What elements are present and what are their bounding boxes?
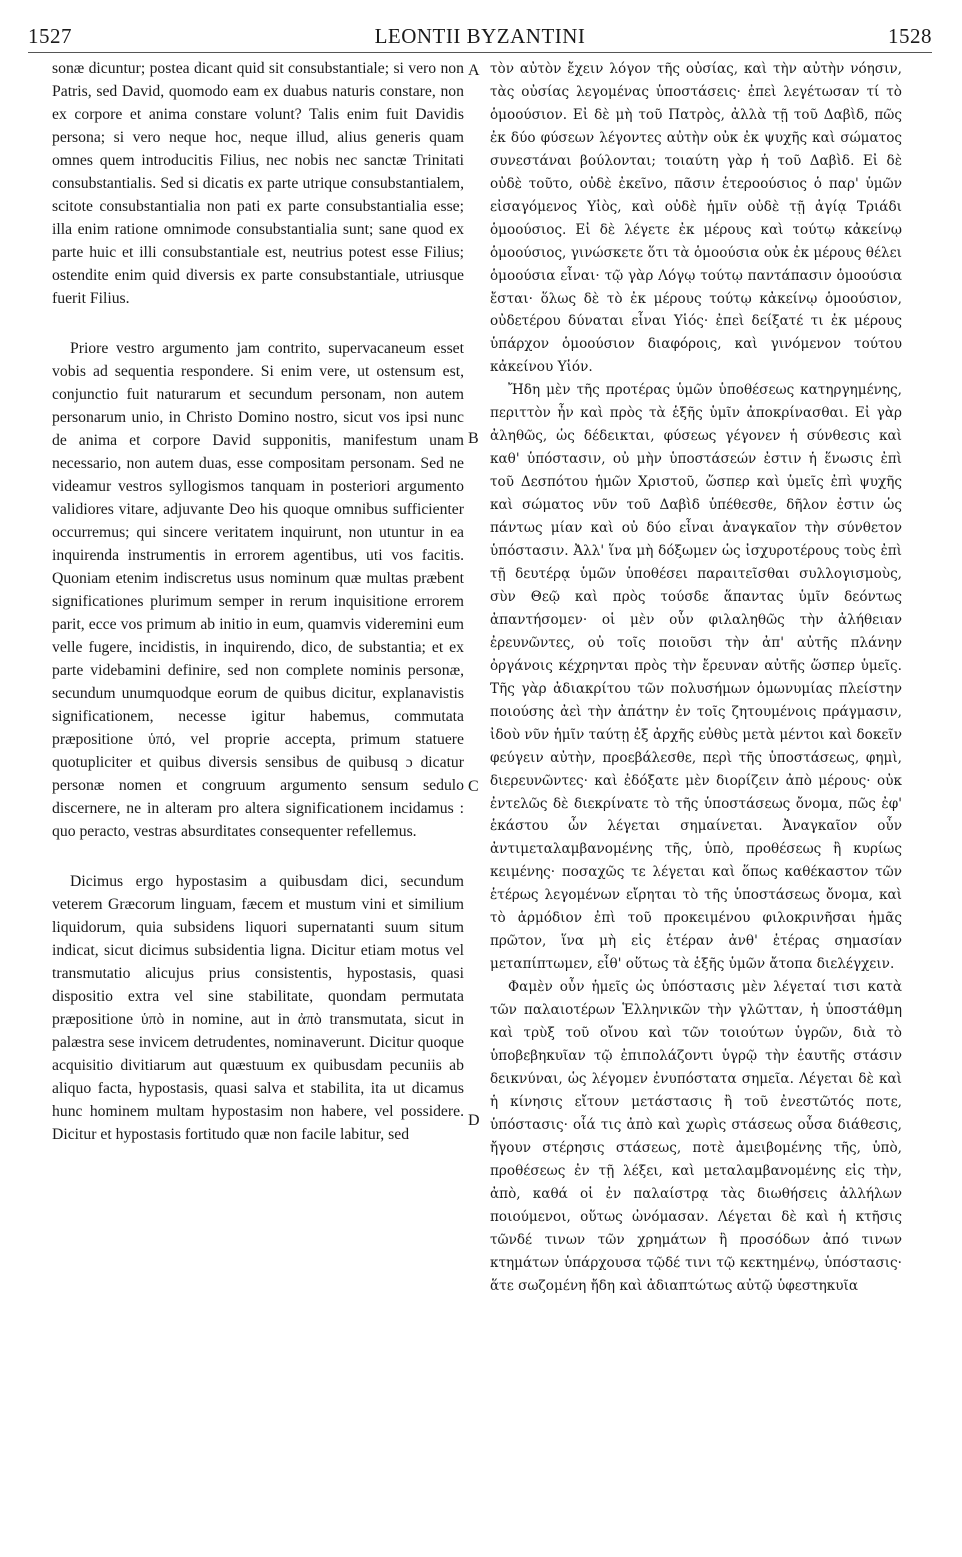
greek-paragraph-1: τὸν αὐτὸν ἔχειν λόγον τῆς οὐσίας, καὶ τὴν αὐτὴν νόησιν, τὰς οὐσίας λεγομένας ὑποστάσεις· ἐπεὶ λεγέτωσαν τί τὸ ὁμοούσιον. Εἰ δὲ μὴ τοῦ Πατρὸς, ἀλλὰ τῇ τοῦ Δαβὶδ, πῶς ἐκ δύο φύσεων λέγοντες αὐτὴν οὐκ ἐκ ψυχῆς καὶ σώματος συνεστάναι βούλονται; τοιαύτη γὰρ ἡ τοῦ Δαβὶδ. Εἰ δὲ οὐδὲ τοῦτο, οὐδὲ ἐκεῖνο, πᾶσιν ἑτεροούσιος ὁ παρ' ὑμῶν εἰσαγόμενος Υἱὸς, καὶ οὐδὲ ἡμῖν οὐδὲ τῇ ἁγίᾳ Τριάδι ὁμοούσιος. Εἰ δὲ λέγετε ἐκ μέρους καὶ τούτῳ κἀκείνῳ ὁμοούσιος, γινώσκετε ὅτι τὰ ὁμοούσια οὐκ ἐκ μέρους θέλει ὁμοούσια εἶναι· τῷ γὰρ Λόγῳ τούτῳ παντάπασιν ὁμοούσια ἔσται· ὅλως δὲ τὸ ἐκ μέρους τούτῳ κἀκείνῳ ὁμοούσιον, οὐδετέρου δύναται εἶναι Υἱός· ἐπεὶ δείξατέ τι ἐκ μέρους ὑπάρχον ὁμοούσιον διαφόροις, καὶ γινόμενον τούτου κἀκείνου Υἱόν. xyxy=(490,61,902,376)
latin-column xyxy=(52,58,464,1147)
greek-paragraph-3: Φαμὲν οὖν ἡμεῖς ὡς ὑπόστασις μὲν λέγεταί τισι κατὰ τῶν παλαιοτέρων Ἑλληνικῶν τὴν γλῶτταν, ἡ ὑποστάθμη καὶ τρὺξ τοῦ οἴνου καὶ τῶν τοιούτων ὑγρῶν, διὰ τὸ ὑποβεβηκυῖαν τῷ ἐπιπολάζοντι ὑγρῷ τὴν ἑαυτῆς στάσιν δεικνύναι, ὡς λέγομεν ἐνυπόστατα σημεῖα. Λέγεται δὲ καὶ ἡ κίνησις εἴτουν μετάστασις ἢ τοῦ ἐνεστῶτός ποτε, ὑπόστασις· οἷά τις ἀπὸ καὶ χωρὶς στάσεως οὖσα διάθεσις, ἤγουν στέρησις στάσεως, ποτὲ ἀμειβομένης τῆς, ὑπὸ, προθέσεως ἐν τῇ λέξει, καὶ μεταλαμβανομένης εἰς τὴν, ἀπὸ, καθά οἱ ἐν παλαίστρᾳ τὰς διωθήσεις ἀλλήλων ποιούμενοι, οὕτως ὠνόμασαν. Λέγεται δὲ καὶ ἡ κτῆσις τῶνδέ τινων τῶν χρημάτων ἢ προσόδων ἀπό τινων κτημάτων ὑπάρχουσα τῷδέ τινι τῷ κεκτημένῳ, ὑπόστασις· ἅτε σωζομένη ἤδη καὶ ἀδιαπτώτως αὐτῷ ὑφεστηκυῖα xyxy=(490,979,902,1294)
latin-paragraph-1: sonæ dicuntur; postea dicant quid sit consubstantiale; si vero non Patris, sed David, quomodo eam ex duabus naturis constare, non ex corpore et anima constare volunt? Talis enim fuit Davidis persona; si vero neque hoc, neque illud, alius generis quam omnes quem introducitis Filius, nec nobis nec sanctæ Trinitati consubstantialis. Sed si dicatis ex parte utrique consubstantialem, scitote consubstantialia non pati ex parte consubstantialia esse; illa enim ratione omnimode consubstantialia sunt; sane quod ex parte huic et illi consubstantiale est, neutrius potest esse Filius; ostendite enim quid diversis ex parte consubstantiale, utriusque fuerit Filius. xyxy=(52,60,464,307)
greek-column xyxy=(490,58,902,1297)
greek-paragraph-2: Ἤδη μὲν τῆς προτέρας ὑμῶν ὑποθέσεως κατηργημένης, περιττὸν ἦν καὶ πρὸς τὰ ἑξῆς ὑμῖν ἀποκρίνασθαι. Εἰ γὰρ ἀληθῶς, ὡς δέδεικται, φύσεως γέγονεν ἡ σύνθεσις καὶ καθ' ὑπόστασιν, οὐ μὴν ὑποστάσεών ἐστιν ἡ ἕνωσις ἐπὶ τοῦ Δεσπότου ἡμῶν Χριστοῦ, ὥσπερ καὶ ὑμεῖς ἐπὶ ψυχῆς καὶ σώματος νῦν τοῦ Δαβὶδ ὑπέθεσθε, δῆλον ἐστιν ὡς πάντως μίαν καὶ οὐ δύο εἶναι ἀναγκαῖον τὴν σύνθετον ὑπόστασιν. Ἀλλ' ἵνα μὴ δόξωμεν ὡς ἰσχυροτέρους τοὺς ἐπὶ τῇ δευτέρᾳ ὑμῶν ὑποθέσει παραιτεῖσθαι συλλογισμοὺς, σὺν Θεῷ καὶ πρὸς τούσδε ἅπαντας ὑμῖν δεόντως ἀπαντήσομεν· οἱ μὲν οὖν φιλαληθῶς τὴν ἀλήθειαν ἐρευνῶντες, οὐ τοῖς ποιοῦσι τὴν ἀπ' αὐτῆς πλάνην ὀργάνοις κέχρηνται πρὸς τὴν ἔρευναν αὐτῆς ὥσπερ ὑμεῖς. Τῆς γὰρ ἀδιακρίτου τῶν πολυσήμων ὁμωνυμίας πλείστην ποιούσης ἀεὶ τὴν ἀπάτην ἐν τοῖς ζητουμένοις πράγμασιν, ἰδοὺ νῦν ἡμῖν ταύτῃ ἐξ ἀρχῆς εὐθὺς μετὰ μέντοι καὶ δοκεῖν φεύγειν αὐτὴν, προεβάλεσθε, περὶ τῆς ὑποστάσεως, φημὶ, διερευνῶντες· καὶ ἐδόξατε μὲν διορίζειν ἀπὸ μέρους· οὐκ ἐντελῶς δὲ διεκρίνατε τὸ τῆς ὑποστάσεως ὄνομα, πῶς ἐφ' ἑκάστου ὧν λέγεται σημαίνεται. Ἀναγκαῖον οὖν ἀντιμεταλαμβανομένης τῆς, ὑπὸ, προθέσεως ἢ κυρίως κειμένης· ποσαχῶς τε λέγεται καὶ ὅπως καθέκαστον τῶν ἑτέρως λεγομένων εἴρηται τὸ τῆς ὑποστάσεως ὄνομα, καὶ τὸ ἁρμόδιον ἐπὶ τοῦ προκειμένου φιλοκρινῆσαι ἡμᾶς πρῶτον, ἵνα μὴ εἰς ἑτέραν ἀνθ' ἑτέρας σημασίαν μεταπίπτωμεν, εἶθ' οὕτως τὰ ἑξῆς ὑμῶν ἄτοπα διελέγχειν. xyxy=(490,382,902,973)
section-marker-c: C xyxy=(468,778,479,795)
running-title: LEONTII BYZANTINI xyxy=(374,24,586,48)
latin-paragraph-2: Priore vestro argumento jam contrito, supervacaneum esset vobis ad sequentia respondere. Si enim vere, ut ostensum est, conjunctio fuit naturarum et secundum personam, non autem personarum unio, in Christo Domino nostro, sicut vos ipsi nunc de anima et corpore David supponitis, manifestum unam necessario, non autem duas, esse compositam personam. Sed ne videamur vestros syllogismos tanquam in posteriori argumento validiores vitare, adjuvante Deo his quoque omnibus sufficienter occurremus; qui sincere veritatem inquirunt, non utuntur in ea inquirenda instrumentis in errorem agentibus, uti vos facitis. Quoniam etenim indiscretus usus nominum quæ multas præbent significationes plurimum semper in rerum inquisitione errorem parit, ecce vos primum ab initio in eum, quamvis videremini eum velle fugere, incidistis, in inquirendo, dico, de substantia; et ex parte videbamini definire, sed non complete nominis personæ, secundum unumquodque eorum de quibus dicitur, explanavistis significationem, necesse igitur habemus, commutata præpositione ὑπό, vel proprie accepta, primum statuere quotupliciter et quibus diversis sensibus de quibusq ɔ dicatur personæ nomen et congruum argumento sensum sedulo discernere, ne in alteram pro altera significationem incidamus : quo peracto, vestras absurditates consequenter refellemus. xyxy=(52,340,464,840)
section-marker-a: A xyxy=(468,62,480,79)
section-marker-d: D xyxy=(468,1112,480,1129)
right-page-number: 1528 xyxy=(888,24,932,48)
section-marker-b: B xyxy=(468,430,479,447)
latin-paragraph-3: Dicimus ergo hypostasim a quibusdam dici, secundum veterem Græcorum linguam, fæcem et mustum vini et similium liquidorum, quia subsidens liquori supernatanti suum situm indicat, sicut dicimus subsidentia ligna. Dicitur etiam motus vel transmutatio alicujus prius consistentis, hypostasis, quasi dispositio extra vel sine stabilitate, quondam permutata præpositione ὑπὸ in nomine, aut in ἀπὸ transmutata, sicut in palæstra sese invicem detrudentes, nominaverunt. Dicitur quoque acquisitio divitiarum aut quæstuum ex quibusdam pecuniis ab aliquo facta, hypostasis, quasi salva et stabilita, ita ut dicamus hunc hominem multam hypostasim non habere, vel possidere. Dicitur et hypostasis fortitudo quæ non facile labitur, sed xyxy=(52,873,464,1143)
page-header xyxy=(28,22,932,53)
left-page-number: 1527 xyxy=(28,24,72,48)
